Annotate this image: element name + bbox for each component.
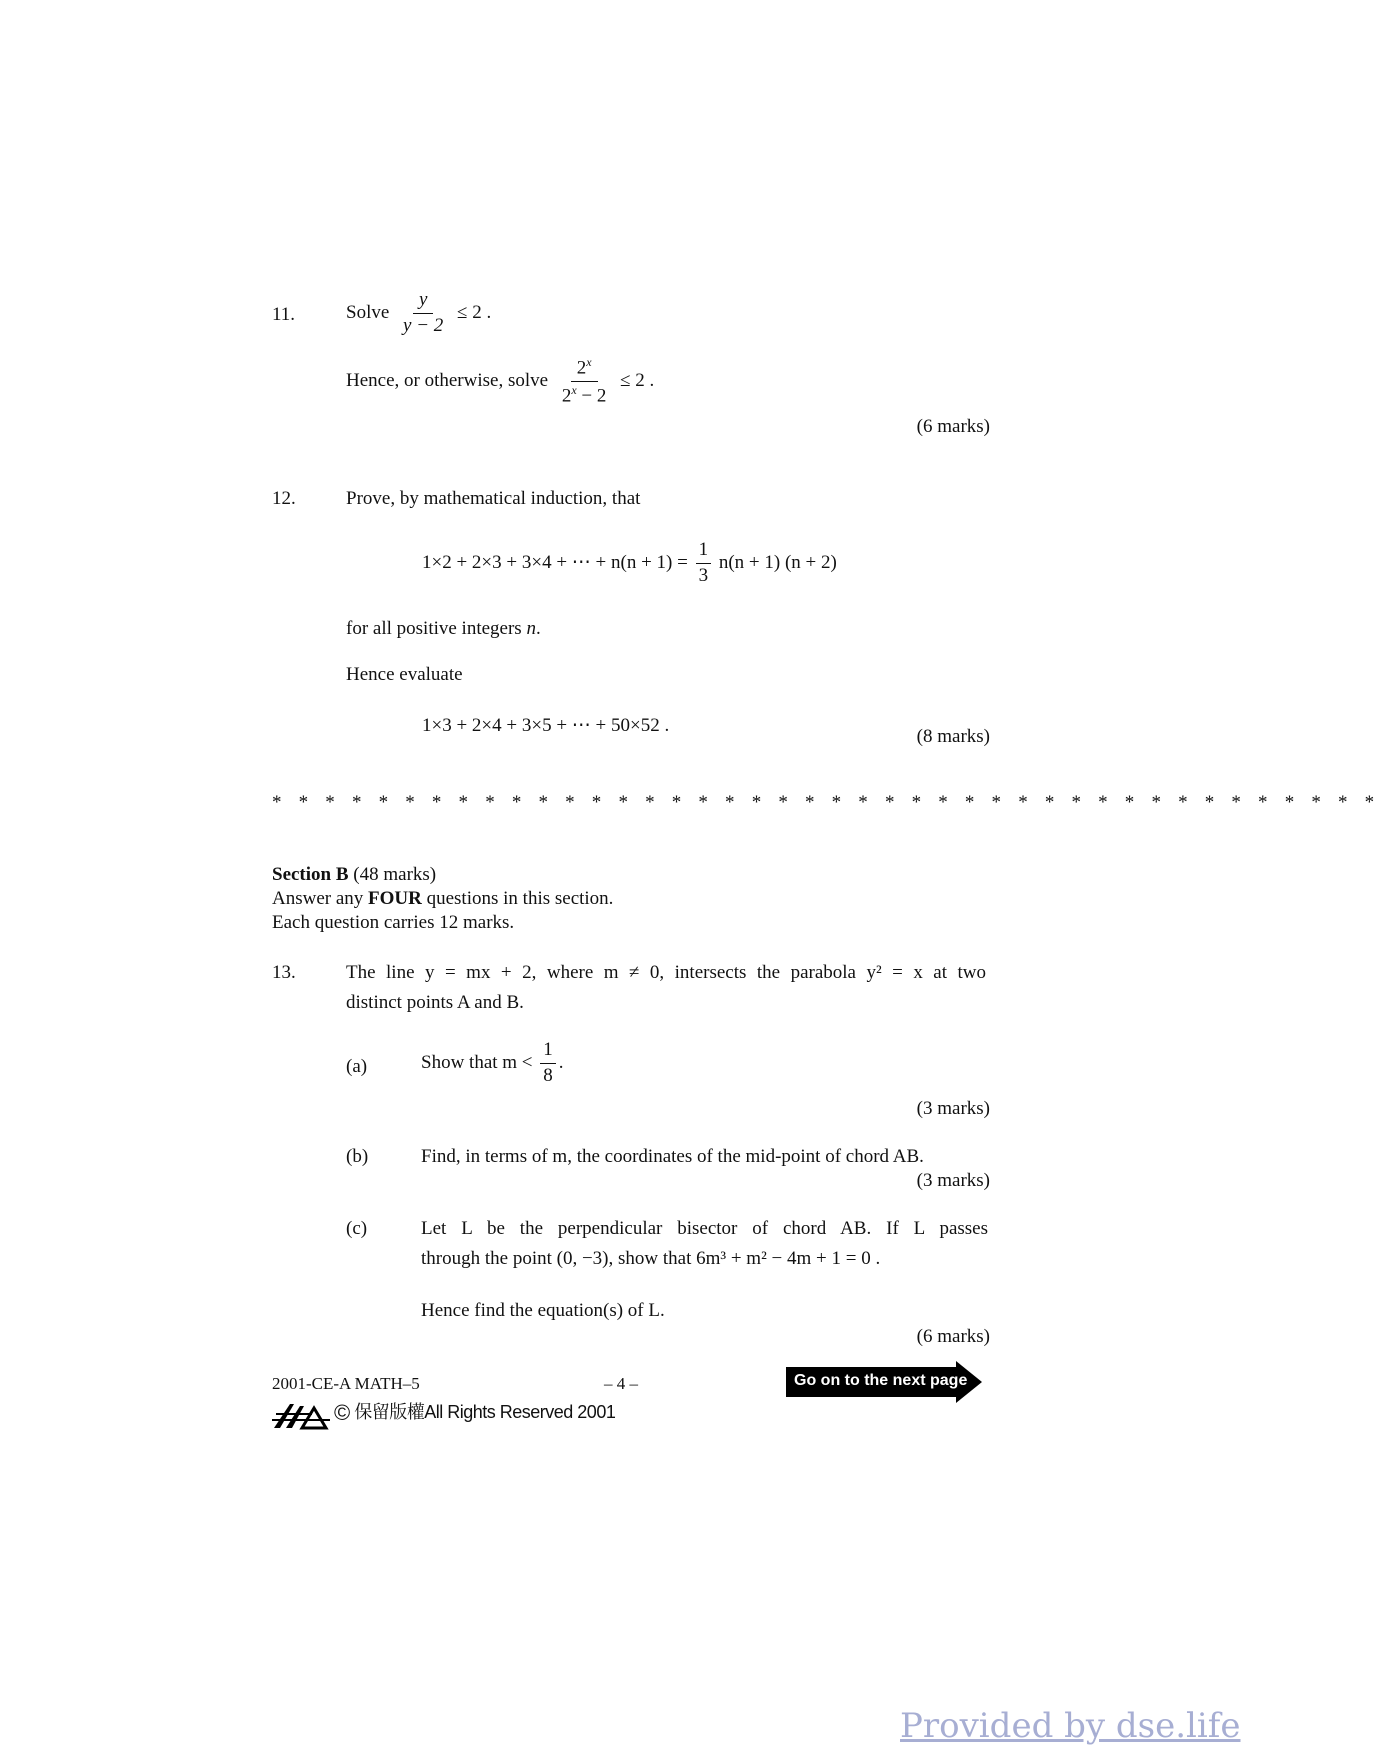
q13-line-1: The line y = mx + 2, where m ≠ 0, intersects the parabola y² = x at two (346, 962, 986, 983)
q13-part-c-label: (c) (346, 1218, 368, 1239)
q11-frac1-denominator: y − 2 (403, 314, 444, 336)
footer-page-number: – 4 – (604, 1374, 638, 1393)
section-b-title: Section B (48 marks) (272, 864, 437, 885)
q11-frac2-numerator: 2$^x$ (571, 356, 598, 382)
provided-by-watermark[interactable]: Provided by dse.life (900, 1706, 1241, 1746)
q11-marks: (6 marks) (916, 416, 990, 437)
q11-fraction-1 (397, 290, 449, 337)
question-11-line2 (346, 356, 654, 407)
section-b-instruction-2: Each question carries 12 marks. (272, 912, 515, 933)
question-11-line1 (346, 290, 491, 337)
q11-hence-text: Hence, or otherwise, solve (346, 370, 549, 392)
question-11-number: 11. (272, 304, 296, 325)
q13-c-marks: (6 marks) (916, 1326, 990, 1347)
q12-equation-rhs: n(n + 1) (n + 2) (718, 551, 837, 573)
section-divider-stars: * * * * * * * * * * * * * * * * * * * * * * * * * * * * * * * * * * * * * * * * * * (272, 792, 1380, 813)
section-b-instruction-1: Answer any FOUR questions in this section. (272, 888, 614, 909)
q13-part-c-line-3: Hence find the equation(s) of L. (421, 1300, 665, 1321)
q11-frac2-denominator: $2^x - 2$ (561, 383, 607, 407)
q12-for-all-line: for all positive integers n. (346, 618, 541, 639)
q13-part-c-line-2: through the point (0, −3), show that 6m³ + m² − 4m + 1 = 0 . (421, 1248, 881, 1269)
question-13-number: 13. (272, 962, 296, 983)
q11-solve-text: Solve (346, 301, 390, 323)
q12-equation-lhs: 1×2 + 2×3 + 3×4 + ⋯ + n(n + 1) = (422, 551, 688, 573)
q12-equation-fraction (696, 540, 712, 587)
q12-frac-denominator: 3 (698, 564, 709, 586)
q12-equation (422, 540, 837, 587)
q12-hence-text: Hence evaluate (346, 664, 463, 685)
q12-prove-text: Prove, by mathematical induction, that (346, 488, 641, 509)
copyright-line (334, 1398, 615, 1426)
copyright-text: 保留版權All Rights Reserved 2001 (354, 1402, 616, 1422)
q12-frac-numerator: 1 (696, 540, 712, 564)
q12-evaluate-expression: 1×3 + 2×4 + 3×5 + ⋯ + 50×52 . (422, 715, 670, 736)
copyright-icon: © (334, 1400, 350, 1425)
q13-part-a-text: Show that m < $\frac{1}{8}$ . (421, 1039, 564, 1086)
q13-a-marks: (3 marks) (916, 1098, 990, 1119)
q11-frac1-numerator: y (413, 290, 433, 314)
q13-line-2: distinct points A and B. (346, 992, 524, 1013)
go-on-next-page-text: Go on to the next page (794, 1372, 968, 1389)
q13-a-fraction: $\frac{1}{8}$ (540, 1040, 556, 1087)
hkeaa-logo-icon (272, 1400, 332, 1430)
q13-part-a-label: (a) (346, 1056, 368, 1077)
q13-part-c-line-1: Let L be the perpendicular bisector of chord AB. If L passes (421, 1218, 988, 1239)
q13-b-marks: (3 marks) (916, 1170, 990, 1191)
q11-relation-2: ≤ 2 . (620, 370, 655, 392)
q13-part-b-text: Find, in terms of m, the coordinates of the mid-point of chord AB. (421, 1146, 924, 1167)
q12-marks: (8 marks) (916, 726, 990, 747)
q11-fraction-2 (556, 356, 613, 407)
q13-part-b-label: (b) (346, 1146, 369, 1167)
go-on-next-page-arrow (786, 1361, 988, 1403)
question-12-number: 12. (272, 488, 296, 509)
q11-relation-1: ≤ 2 . (457, 301, 492, 323)
footer-paper-code: 2001-CE-A MATH–5 (272, 1374, 420, 1393)
